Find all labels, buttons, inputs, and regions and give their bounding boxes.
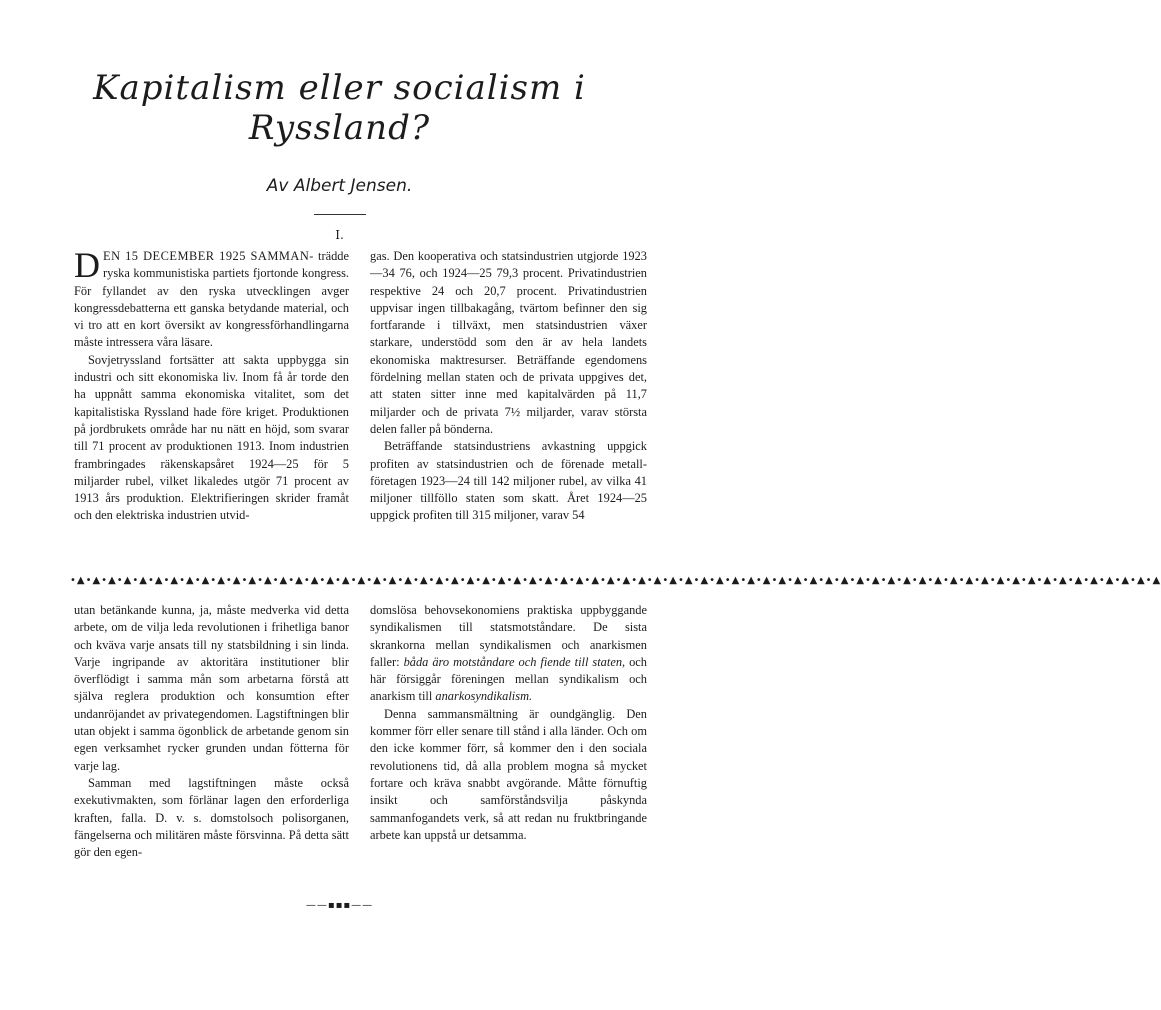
paragraph: Sovjetryssland fortsätter att sakta uppbygga sin industri och sitt ekonomiska liv. Inom få år torde den ha uppnått samma ekonomiska vitalitet, som det kapitalistiska Ryssland hade före kriget. Produktionen på jordbrukets område har nu nätt en höjd, som svarar till 71 procent av produktionen 1913. Inom industrien frambringades räkenskapsåret 1924—25 för 5 miljarder rubel, vilket likaledes utgör 71 procent av 1913 års produktion. Elektrifieringen skrider framåt och den elektriska industrien utvid- xyxy=(74,352,349,523)
emphasis-text: anarkosyndikalism. xyxy=(435,689,533,704)
title-line-2: Ryssland? xyxy=(248,108,431,148)
article-title xyxy=(0,68,679,148)
paragraph xyxy=(74,245,349,352)
section-number: I. xyxy=(335,228,344,242)
ornamental-separator: •▲•▲•▲•▲•▲•▲•▲•▲•▲•▲•▲•▲•▲•▲•▲•▲•▲•▲•▲•▲•▲•▲•▲•▲•▲•▲•▲•▲•▲•▲•▲•▲•▲•▲•▲•▲•▲•▲•▲•▲•▲•▲•▲•▲•▲•▲•▲•▲•▲•▲•▲•▲•▲•▲•▲•▲•▲•▲•▲•▲•▲•▲•▲•▲•▲•▲•▲•▲•▲•▲ xyxy=(70,575,1161,586)
column-1 xyxy=(74,245,349,525)
lead-caps: EN 15 DECEMBER 1925 SAMMAN- xyxy=(103,249,314,263)
paragraph-text: trädde ryska kommunistiska partiets fjortonde kongress. För fyllandet av den ryska utvecklingen avger kongressdebatterna ett ganska betydande material, och vi tro att en kort översikt av kongressförhandlingarna måste intressera våra läsare. xyxy=(74,249,349,350)
paragraph: gas. Den kooperativa och statsindustrien utgjorde 1923—34 76, och 1924—25 79,3 procent. Privatindustrien respektive 24 och 20,7 procent. Privatindustrien uppvisar ingen tillbakagång, tvärtom befinner den sig fortfarande i tillväxt, men statsindustrien växer starkare, understödd som den är av hela landets ekonomiska maktresurser. Beträffande egendomens fördelning mellan staten och de privata uppgives det, att staten sitter inne med kapitalvärden på 11,7 miljarder och de privata 7½ miljarder, varav största delen faller på bönderna. xyxy=(370,249,647,436)
paragraph: Beträffande statsindustriens avkastning uppgick profiten av statsindustrien och de förenade metall-företagen 1923—24 till 142 miljoner rubel, av vilka 41 miljoner tillföllo staten som skatt. Året 1924—25 uppgick profiten till 315 miljoner, varav 54 xyxy=(370,439,647,523)
author-byline: Av Albert Jensen. xyxy=(266,176,413,196)
paragraph-text: och här försiggår föreningen mellan syndikalism och anarkism till xyxy=(370,654,647,704)
title-line-1: Kapitalism eller socialism i xyxy=(93,68,586,108)
emphasis-text: båda äro motståndare och fiende till staten, xyxy=(403,654,626,669)
title-divider xyxy=(314,214,366,215)
column-2 xyxy=(370,248,647,525)
paragraph: Samman med lagstiftningen måste också exekutivmakten, som förlänar lagen den erforderliga kraften, falla. D. v. s. domstolsoch polisorganen, fängelserna och militären måste försvinna. På detta sätt gör den egen- xyxy=(74,775,349,860)
paragraph-text: domslösa behovsekonomiens praktiska uppbyggande syndikalismen till statsmotståndare. De sista skrankorna mellan syndikalismen och anarkismen faller: xyxy=(370,603,647,669)
paragraph xyxy=(370,602,647,706)
drop-cap: D xyxy=(74,245,100,285)
paragraph: Denna sammansmältning är oundgänglig. Den kommer förr eller senare till stånd i alla länder. Och om den icke kommer förr, så kommer den i den sociala revolutionens tid, då alla problem mogna så mycket fortare och kräva snabbt avgörande. Måtte förnuftig insikt och samförståndsvilja påskynda sammanfogandets verk, så att redan nu fruktbringande arbete kan uppstå ur detsamma. xyxy=(370,706,647,842)
paragraph: utan betänkande kunna, ja, måste medverka vid detta arbete, om de vilja leda revolutionen i frihetliga banor och kväva varje ansats till ny statsbildning i sin linda. Varje ingripande av aktoritära institutioner blir överflödigt i samma mån som arbetarna förstå att själva reglera produktion och konsumtion efter undanröjandet av privategendomen. Lagstiftningen blir utan objekt i samma ögonblick de arbetande genom sin egen verksamhet rycker grunden undan fötterna för varje lag. xyxy=(74,603,349,773)
column-4 xyxy=(370,602,647,844)
column-3 xyxy=(74,602,349,861)
end-ornament: ——▪▪▪—— xyxy=(305,900,374,911)
